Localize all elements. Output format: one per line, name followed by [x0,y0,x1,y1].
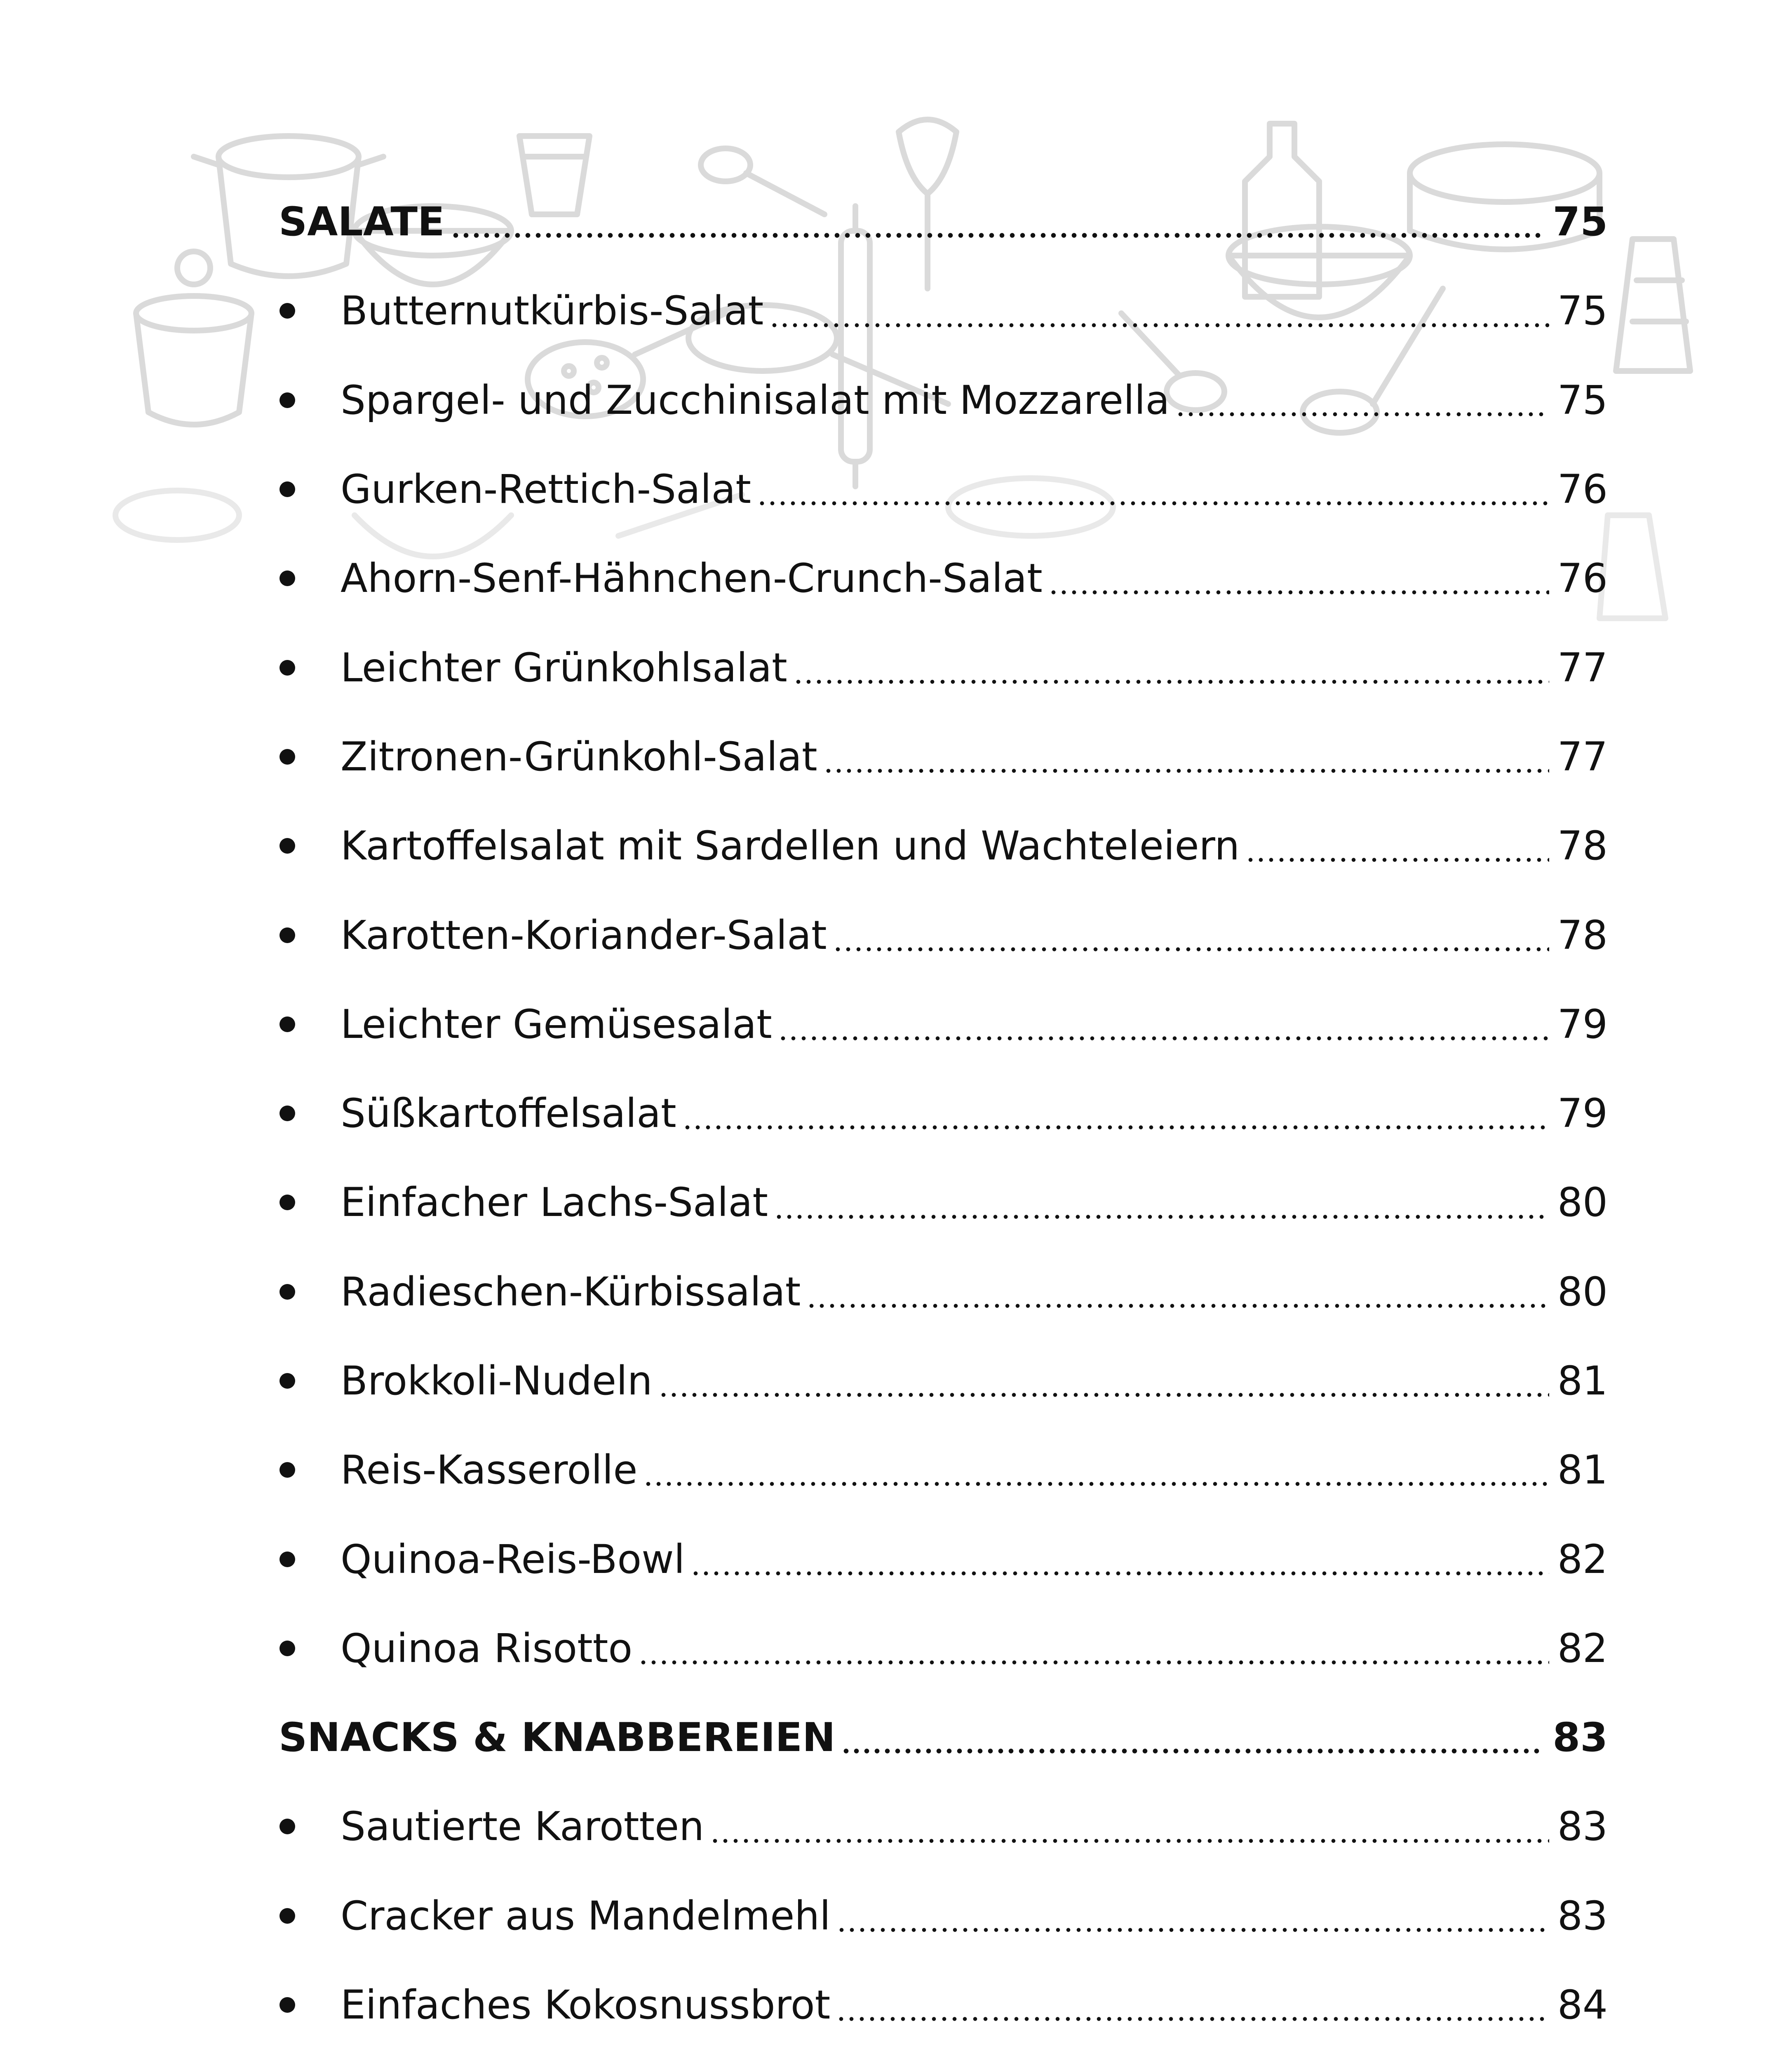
toc-entry[interactable] [279,534,1608,623]
toc-entry-label: Quinoa Risotto [341,1625,633,1671]
toc-entry-page: 76 [1557,555,1608,602]
toc-entry[interactable] [279,1336,1608,1425]
dot-leader [690,1514,1549,1603]
toc-entry-label: Sautierte Karotten [341,1803,705,1850]
bullet-icon [279,1069,341,1158]
bullet-icon [279,445,341,534]
toc-entry[interactable] [279,445,1608,534]
dot-leader [774,1158,1549,1247]
bullet-icon [279,623,341,712]
toc-entry[interactable] [279,1604,1608,1693]
dot-leader [778,980,1549,1069]
toc-entry[interactable] [279,712,1608,801]
bullet-icon [279,980,341,1069]
dot-leader [643,1425,1549,1514]
toc-entry-label: Süßkartoffelsalat [341,1090,676,1137]
toc-entry-label: Leichter Gemüsesalat [341,1001,772,1047]
dot-leader [836,1871,1549,1960]
toc-entry[interactable] [279,1069,1608,1158]
toc-heading-snacks[interactable] [279,1693,1608,1782]
toc-entry[interactable] [279,356,1608,445]
dot-leader [823,712,1549,801]
dot-leader [836,1960,1549,2049]
toc-entry[interactable] [279,1158,1608,1247]
bullet-icon [279,1604,341,1693]
toc-entry-label: Radieschen-Kürbissalat [341,1268,801,1315]
bullet-icon [279,1782,341,1871]
toc-entry-page: 78 [1557,823,1608,869]
pot-icon [136,251,251,425]
dot-leader [658,1336,1549,1425]
toc-entry[interactable] [279,1782,1608,1871]
bullet-icon [279,712,341,801]
dot-leader [833,890,1549,979]
toc-entry-label: Ahorn-Senf-Hähnchen-Crunch-Salat [341,555,1043,602]
table-of-contents [279,177,1608,2061]
toc-entry-page: 79 [1557,1090,1608,1137]
toc-entry-label: Kartoffelsalat mit Sardellen und Wachteleiern [341,823,1240,869]
dot-leader [451,177,1545,266]
toc-entry-label: Einfacher Lachs-Salat [341,1179,768,1226]
toc-heading-page: 83 [1552,1714,1608,1761]
toc-entry-page: 77 [1557,644,1608,691]
toc-entry[interactable] [279,1247,1608,1336]
toc-entry-label: Butternutkürbis-Salat [341,288,764,334]
toc-entry-page: 80 [1557,1179,1608,1226]
toc-entry-page: 78 [1557,912,1608,958]
toc-entry-page: 75 [1557,377,1608,423]
dot-leader [793,623,1549,712]
dot-leader [769,266,1549,355]
toc-entry-label: Karotten-Koriander-Salat [341,912,827,958]
toc-entry[interactable] [279,1425,1608,1514]
bullet-icon [279,1960,341,2049]
toc-entry[interactable] [279,623,1608,712]
bullet-icon [279,1425,341,1514]
toc-entry[interactable] [279,801,1608,890]
toc-entry-page: 83 [1557,1892,1608,1939]
toc-entry-label: Einfaches Kokosnussbrot [341,1982,831,2028]
toc-entry-page: 81 [1557,1358,1608,1404]
dot-leader [1175,356,1549,445]
toc-entry-page: 77 [1557,733,1608,780]
toc-entry-page: 83 [1557,1803,1608,1850]
dot-leader [757,445,1549,534]
toc-entry-page: 76 [1557,466,1608,513]
bullet-icon [279,1336,341,1425]
bullet-icon [279,1514,341,1603]
toc-entry-label: Reis-Kasserolle [341,1447,638,1493]
toc-heading-title: SNACKS & KNABBEREIEN [279,1714,836,1761]
toc-entry-label: Cracker aus Mandelmehl [341,1892,831,1939]
toc-entry-label: Spargel- und Zucchinisalat mit Mozzarella [341,377,1170,423]
bullet-icon [279,356,341,445]
dot-leader [638,1604,1549,1693]
bullet-icon [279,2049,341,2061]
toc-entry-page: 82 [1557,1536,1608,1582]
toc-heading-title: SALATE [279,199,445,245]
toc-entry-page: 81 [1557,1447,1608,1493]
toc-entry[interactable] [279,980,1608,1069]
dot-leader [806,1247,1549,1336]
toc-entry-page: 84 [1557,1982,1608,2028]
bullet-icon [279,1247,341,1336]
bullet-icon [279,534,341,623]
toc-entry-page: 79 [1557,1001,1608,1047]
toc-heading-salate[interactable] [279,177,1608,266]
toc-entry[interactable] [279,890,1608,979]
toc-entry-page: 82 [1557,1625,1608,1671]
toc-entry-label: Gurken-Rettich-Salat [341,466,751,513]
dot-leader [942,2049,1549,2061]
bullet-icon [279,1871,341,1960]
toc-entry[interactable] [279,266,1608,355]
toc-heading-page: 75 [1552,199,1608,245]
bullet-icon [279,890,341,979]
toc-entry[interactable] [279,2049,1608,2061]
bullet-icon [279,266,341,355]
toc-entry-label: Zitronen-Grünkohl-Salat [341,733,817,780]
dot-leader [710,1782,1549,1871]
toc-entry-label: Quinoa-Reis-Bowl [341,1536,685,1582]
toc-entry[interactable] [279,1871,1608,1960]
bullet-icon [279,1158,341,1247]
toc-entry-page: 80 [1557,1268,1608,1315]
toc-entry-label: Brokkoli-Nudeln [341,1358,653,1404]
toc-entry-label: Leichter Grünkohlsalat [341,644,787,691]
dot-leader [1048,534,1549,623]
bullet-icon [279,801,341,890]
grater-icon [1616,239,1690,371]
toc-entry[interactable] [279,1514,1608,1603]
dot-leader [841,1693,1544,1782]
dot-leader [1245,801,1549,890]
toc-entry[interactable] [279,1960,1608,2049]
toc-entry-page: 75 [1557,288,1608,334]
dot-leader [682,1069,1549,1158]
